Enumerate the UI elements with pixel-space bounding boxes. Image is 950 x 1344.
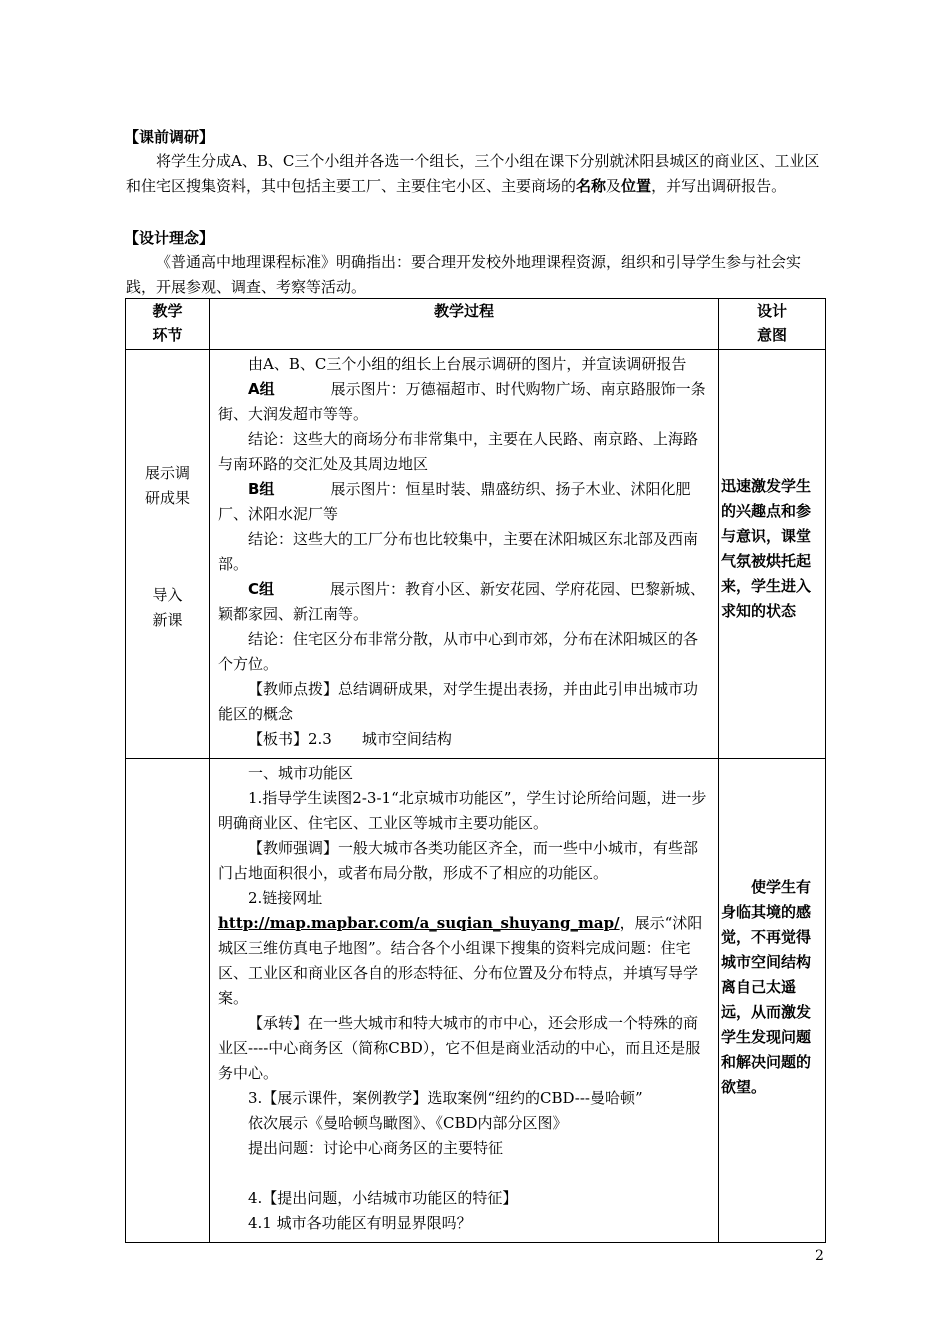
design-concept-text: 《普通高中地理课程标准》明确指出：要合理开发校外地理课程资源，组织和引导学生参与社会实践，开展参观、调查、考察等活动。 <box>126 253 802 296</box>
pre-research-paragraph <box>126 149 826 199</box>
process-cell-intro <box>210 350 719 759</box>
intent-text-function-zones: 使学生有身临其境的感觉，不再觉得城市空间结构离自己太遥远，从而激发学生发现问题和解决问题的欲望。 <box>721 878 812 1096</box>
process-cell-function-zones <box>210 759 719 1243</box>
intent-cell-function-zones <box>719 759 826 1243</box>
item-2-suffix: ，展示“沭阳城区三维仿真电子地图”。结合各个小组课下搜集的资料完成问题：住宅区、工业区和商业区各自的形态特征、分布位置及分布特点，并填写导学案。 <box>218 914 703 1007</box>
item-3-show: 依次展示《曼哈顿鸟瞰图》、《CBD内部分区图》 <box>248 1114 568 1132</box>
group-c-label: C组 <box>248 580 275 598</box>
design-concept-paragraph <box>126 250 826 300</box>
group-b-item <box>218 477 712 527</box>
pre-research-text-and: 及 <box>606 177 622 195</box>
pre-research-heading: 【课前调研】 <box>124 128 215 146</box>
section-title: 一、城市功能区 <box>248 764 354 782</box>
item-4: 4.【提出问题，小结城市功能区的特征】 <box>248 1189 518 1207</box>
stage-cell-function-zones <box>126 759 210 1243</box>
pre-research-text-b: ，并写出调研报告。 <box>651 177 787 195</box>
header-intent-cell <box>719 299 826 350</box>
table-row-function-zones <box>126 759 826 1243</box>
teacher-emphasis: 【教师强调】一般大城市各类功能区齐全，而一些中小城市，有些部门占地面积很小，或者布局分散，形成不了相应的功能区。 <box>218 839 699 882</box>
header-process-cell: 教学过程 <box>210 299 719 350</box>
pre-research-bold-position: 位置 <box>621 177 652 195</box>
item-2-prefix: 2.链接网址 <box>248 889 323 907</box>
teacher-tip: 【教师点拨】总结调研成果，对学生提出表扬，并由此引申出城市功能区的概念 <box>218 680 699 723</box>
stage-cell-intro <box>126 350 210 759</box>
header-stage-cell <box>126 299 210 350</box>
design-concept-heading: 【设计理念】 <box>124 229 215 247</box>
lesson-plan-table <box>125 298 826 1243</box>
pre-research-bold-name: 名称 <box>576 177 607 195</box>
group-c-text: 展示图片：教育小区、新安花园、学府花园、巴黎新城、颖都家园、新江南等。 <box>218 580 706 623</box>
table-header-row <box>126 299 826 350</box>
header-intent-line2: 意图 <box>756 326 787 344</box>
group-b-conclusion: 结论：这些大的工厂分布也比较集中，主要在沭阳城区东北部及西南部。 <box>218 530 699 573</box>
header-stage-line1: 教学 <box>152 302 183 320</box>
group-a-item <box>218 377 712 427</box>
group-b-text: 展示图片：恒星时装、鼎盛纺织、扬子木业、沭阳化肥厂、沭阳水泥厂等 <box>218 480 691 523</box>
group-a-conclusion: 结论：这些大的商场分布非常集中，主要在人民路、南京路、上海路与南环路的交汇处及其周边地区 <box>218 430 699 473</box>
group-b-label: B组 <box>248 480 275 498</box>
item-2 <box>218 886 712 1011</box>
group-a-text: 展示图片：万德福超市、时代购物广场、南京路服饰一条街、大润发超市等等。 <box>218 380 706 423</box>
intro-line: 由A、B、C三个小组的组长上台展示调研的图片，并宣读调研报告 <box>248 355 687 373</box>
page-number: 2 <box>815 1248 824 1264</box>
intent-cell-intro <box>719 350 826 759</box>
stage-show-results-line1: 展示调 <box>144 464 190 482</box>
item-1: 1.指导学生读图2-3-1“北京城市功能区”，学生讨论所给问题，进一步明确商业区、住宅区、工业区等城市主要功能区。 <box>218 789 707 832</box>
transition: 【承转】在一些大城市和特大城市的市中心，还会形成一个特殊的商业区----中心商务区（简称CBD），它不但是商业活动的中心，而且还是服务中心。 <box>218 1014 701 1082</box>
stage-new-lesson-line2: 新课 <box>152 611 183 629</box>
stage-new-lesson-line1: 导入 <box>152 586 183 604</box>
stage-show-results-line2: 研成果 <box>144 489 190 507</box>
table-row-intro <box>126 350 826 759</box>
item-3: 3.【展示课件，案例教学】选取案例“纽约的CBD---曼哈顿” <box>248 1089 643 1107</box>
header-intent-line1: 设计 <box>756 302 787 320</box>
item-4-1: 4.1 城市各功能区有明显界限吗？ <box>248 1214 472 1232</box>
header-stage-line2: 环节 <box>152 326 183 344</box>
group-a-label: A组 <box>248 380 275 398</box>
item-3-question: 提出问题：讨论中心商务区的主要特征 <box>248 1139 504 1157</box>
board-writing: 【板书】2.3 城市空间结构 <box>248 730 452 748</box>
group-c-item <box>218 577 712 627</box>
intent-text-intro: 迅速激发学生的兴趣点和参与意识，课堂气氛被烘托起来，学生进入求知的状态 <box>721 477 812 620</box>
group-c-conclusion: 结论：住宅区分布非常分散，从市中心到市郊，分布在沭阳城区的各个方位。 <box>218 630 699 673</box>
map-url-link[interactable]: http://map.mapbar.com/a_suqian_shuyang_map/ <box>218 914 620 932</box>
pre-research-text-a: 将学生分成A、B、C三个小组并各选一个组长，三个小组在课下分别就沭阳县城区的商业区、工业区和住宅区搜集资料，其中包括主要工厂、主要住宅小区、主要商场的 <box>126 152 820 195</box>
